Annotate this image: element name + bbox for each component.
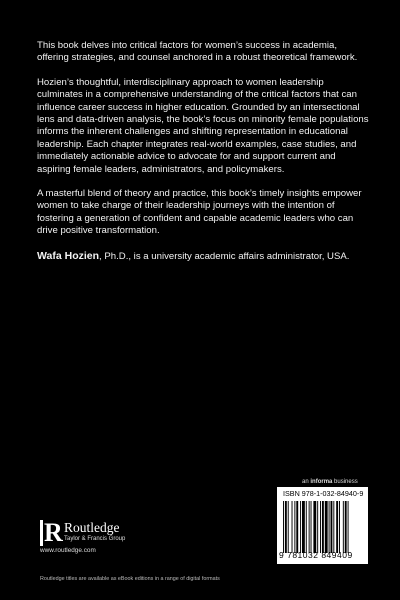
routledge-r-icon: R — [40, 520, 58, 546]
informa-prefix: an — [302, 479, 309, 485]
ebook-note: Routledge titles are available as eBook editions in a range of digital formats — [40, 576, 220, 582]
author-description: , Ph.D., is a university academic affairs administrator, USA. — [99, 250, 350, 262]
blurb-paragraph-3: A masterful blend of theory and practice, this book’s timely insights empower women to take charge of their leadership journeys with the intention of fostering a generation of confident and capable academic leaders who can drive positive transformation. — [37, 188, 362, 237]
isbn-label: ISBN 978-1-032-84940-9 — [283, 489, 364, 498]
informa-name: informa — [310, 479, 333, 485]
isbn-barcode-box — [277, 487, 368, 564]
blurb-paragraph-2: Hozien’s thoughtful, interdisciplinary approach to women leadership culminates in a comprehensive understanding of the critical factors that can influence career success in higher education. Grounded by an intersectional lens and data-driven analysis, the book’s focus on minority female populations informs the inherent challenges and shifting representation in educational leadership. Each chapter integrates real-world examples, case studies, and immediately actionable advice to advocate for and support current and aspiring female leaders, administrators, and policymakers. — [37, 76, 369, 175]
publisher-group: Taylor & Francis Group — [64, 536, 126, 542]
author-bio — [37, 250, 369, 263]
author-name: Wafa Hozien — [37, 249, 100, 262]
informa-tagline — [302, 479, 358, 485]
back-cover-blurb — [37, 40, 369, 263]
barcode-icon — [283, 501, 363, 553]
informa-suffix: business — [334, 479, 358, 485]
blurb-paragraph-1: This book delves into critical factors for women’s success in academia, offering strategies, and counsel anchored in a robust theoretical framework. — [37, 40, 358, 64]
barcode-digits: 9 781032 849409 — [279, 550, 353, 560]
publisher-name: Routledge — [64, 520, 120, 535]
publisher-website: www.routledge.com — [40, 547, 96, 554]
